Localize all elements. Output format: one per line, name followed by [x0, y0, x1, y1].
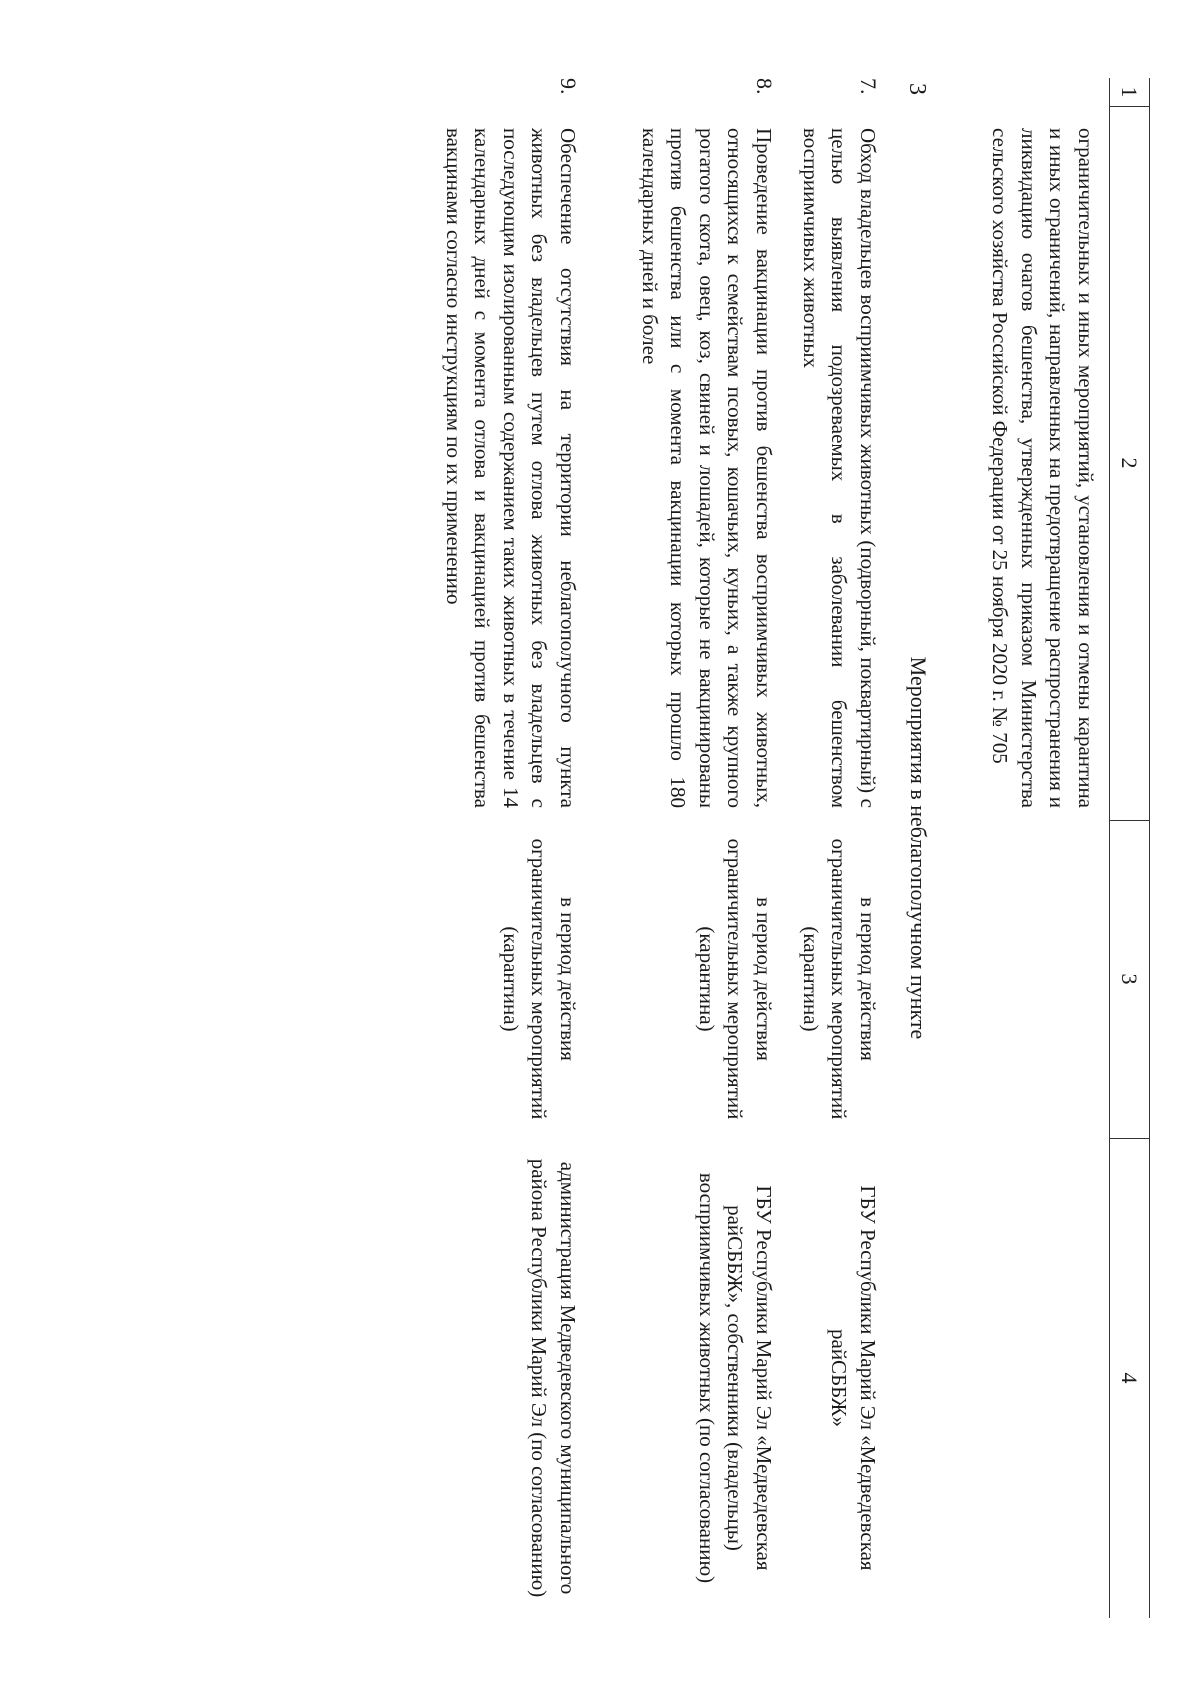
row-number-8: 8. — [752, 78, 777, 95]
row-9-period: в период действия ограничительных мероприятий (карантина) — [499, 838, 580, 1120]
row-9-activity: Обеспечение отсутствия на территории неблагополучного пункта животных без владельцев путем отлова животных без владельцев с последующим изолированным содержанием таких животных в течение 14 календарных дней с момента отлова и вакцинацией против бешенства вакцинами согласно инструкциям по их применению — [442, 128, 580, 808]
column-header-1: 1 — [1117, 86, 1142, 98]
row-7-responsible: ГБУ Республики Марий Эл «Медведевская райСББЖ» — [827, 1185, 880, 1571]
row-8-activity: Проведение вакцинации против бешенства восприимчивых животных, относящихся к семействам псовых, кошачьих, куньих, а также крупного рогатого скота, овец, коз, свиней и лошадей, которые не вакцинированы против бешенства или с момента вакцинации которых прошло 180 календарных дней и более — [638, 128, 776, 808]
header-bottom-border — [1109, 78, 1110, 1618]
column-header-4: 4 — [1117, 1372, 1142, 1384]
row-7-activity: Обход владельцев восприимчивых животных (подворный, поквартирный) с целью выявления подозреваемых в заболевании бешенством восприимчивых животных — [799, 128, 880, 808]
column-header-3: 3 — [1117, 973, 1142, 985]
row-8-responsible: ГБУ Республики Марий Эл «Медведевская райСББЖ», собственники (владельцы) восприимчивых животных (по согласованию) — [695, 1172, 776, 1584]
row-7-period: в период действия ограничительных мероприятий (карантина) — [799, 838, 880, 1120]
continued-activity-text: ограничительных и иных мероприятий, установления и отмены карантина и иных ограничений, направленных на предотвращение распространения и ликвидацию очагов бешенства, утвержденных приказом Министерства сельского хозяйства Российской Федерации от 25 ноября 2020 г. № 705 — [988, 128, 1098, 808]
section-title: Мероприятия в неблагополучном пункте — [906, 656, 931, 1040]
row-9-responsible: администрация Медведевского муниципального района Республики Марий Эл (по согласованию) — [527, 1158, 580, 1598]
table-top-border — [1149, 78, 1150, 1618]
row-number-7: 7. — [856, 78, 881, 95]
page-number: 3 — [904, 83, 930, 95]
column-header-2: 2 — [1117, 457, 1142, 469]
row-number-9: 9. — [556, 78, 581, 95]
document-table — [210, 78, 1150, 1618]
row-8-period: в период действия ограничительных мероприятий (карантина) — [695, 838, 776, 1120]
